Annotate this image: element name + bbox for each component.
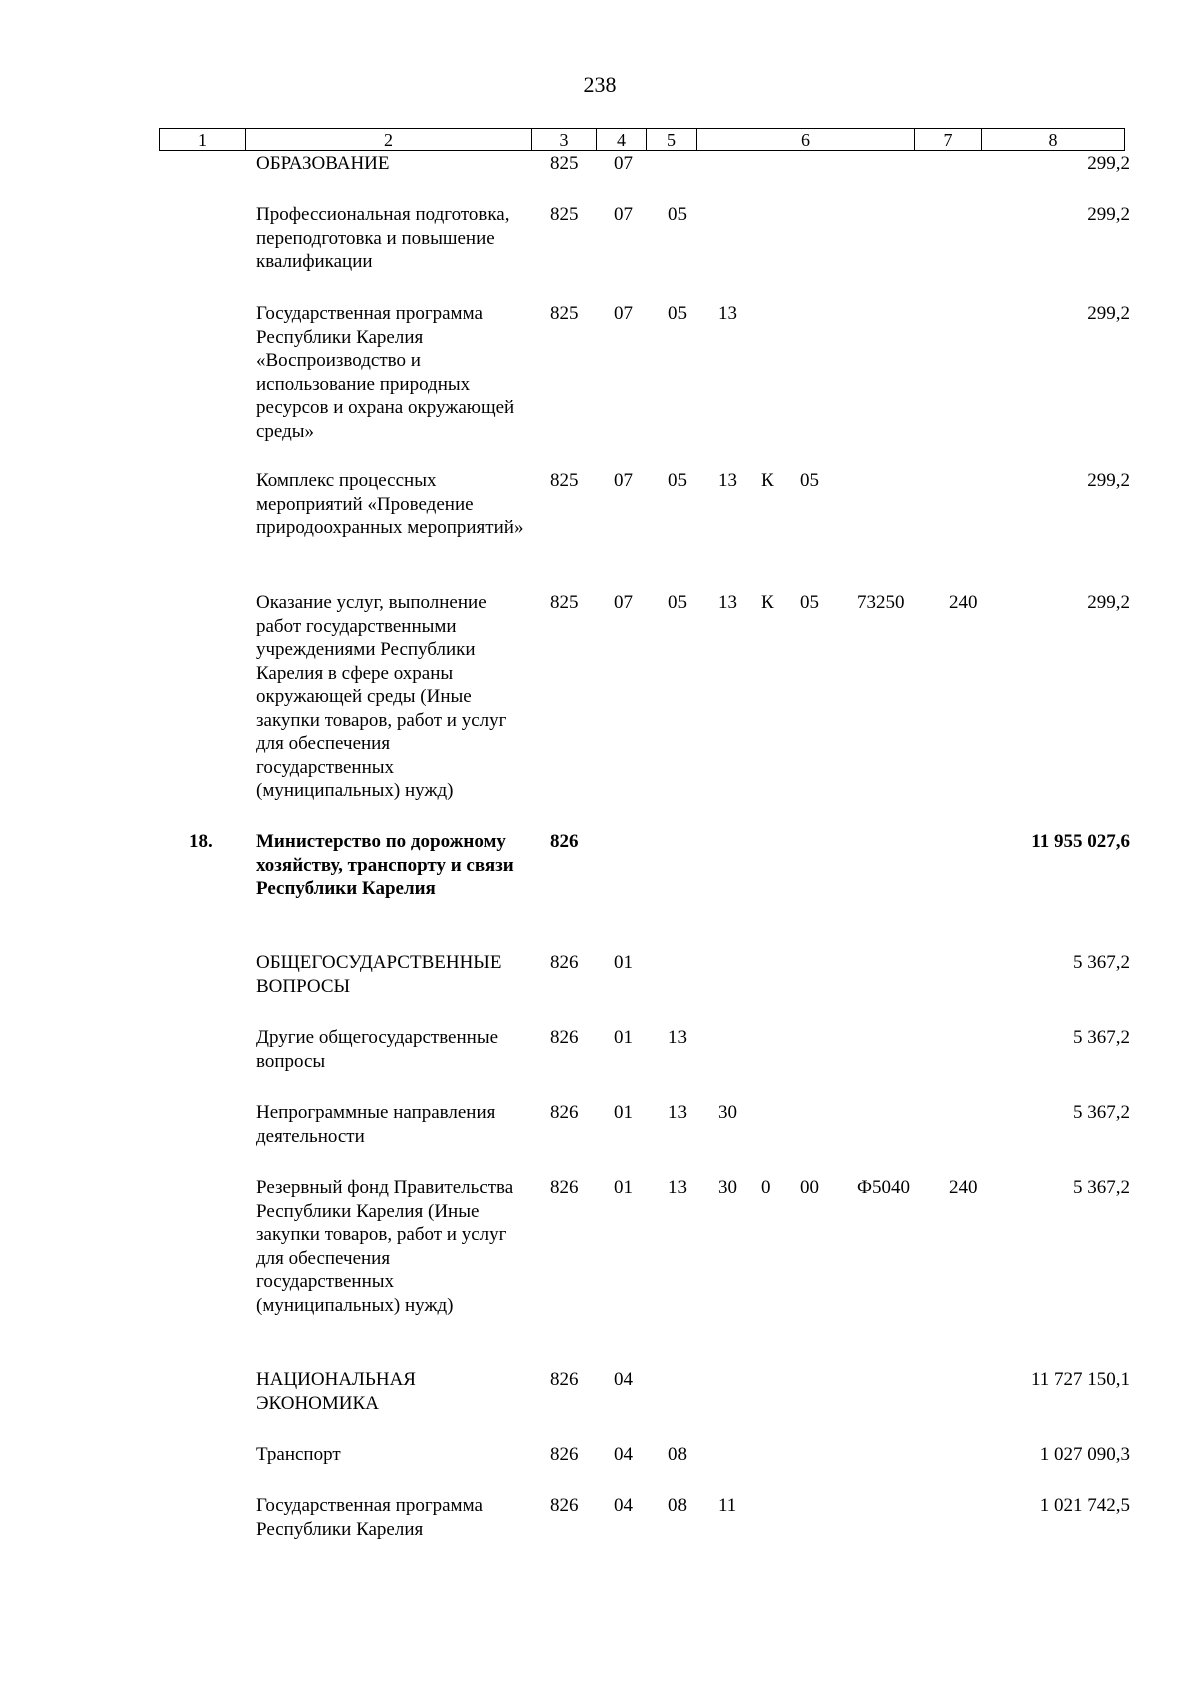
column-header-7: 7 [915,129,982,151]
row-name: Непрограммные направления деятельности [256,1102,496,1147]
code-ministry: 826 [550,1177,579,1198]
code-section: 07 [614,204,633,225]
row-number: 18. [189,831,213,852]
code-section: 04 [614,1444,633,1465]
row-name: Другие общегосударственные вопросы [256,1027,499,1072]
code-ministry: 826 [550,1102,579,1123]
row-sum: 1 027 090,3 [1039,1444,1130,1465]
row-name: НАЦИОНАЛЬНАЯ ЭКОНОМИКА [256,1369,416,1414]
code-section: 01 [614,952,633,973]
row-sum: 299,2 [1087,592,1130,613]
column-header-3: 3 [532,129,597,151]
code-section: 04 [614,1369,633,1390]
row-name: Государственная программа Республики Карелия [256,1495,483,1540]
row-name: Транспорт [256,1444,341,1465]
page-number: 238 [583,72,617,97]
code-subprogram: К [761,592,774,613]
code-program: 30 [718,1177,737,1198]
code-subsection: 05 [668,470,687,491]
code-event: 05 [800,592,819,613]
code-ministry: 826 [550,1027,579,1048]
code-direction: 73250 [857,592,905,613]
code-subsection: 13 [668,1027,687,1048]
code-ministry: 826 [550,831,579,852]
column-header-1: 1 [160,129,246,151]
code-ministry: 825 [550,204,579,225]
row-name: ОБЩЕГОСУДАРСТВЕННЫЕ ВОПРОСЫ [256,952,502,997]
row-sum: 5 367,2 [1073,1102,1130,1123]
code-subsection: 13 [668,1102,687,1123]
column-header-6: 6 [697,129,915,151]
code-subsection: 13 [668,1177,687,1198]
column-header-table [159,128,1125,151]
code-direction: Ф5040 [857,1177,911,1198]
code-program: 11 [718,1495,737,1516]
code-program: 13 [718,470,737,491]
row-name: Резервный фонд Правительства Республики Карелия (Иные закупки товаров, работ и услуг для обеспечения государственных (муниципальных) нужд) [256,1177,514,1316]
row-sum: 11 727 150,1 [1030,1369,1130,1390]
column-header-2: 2 [246,129,532,151]
code-expense-type: 240 [949,592,978,613]
code-ministry: 826 [550,1444,579,1465]
row-sum: 299,2 [1087,303,1130,324]
column-header-4: 4 [597,129,647,151]
code-subsection: 05 [668,592,687,613]
code-subsection: 08 [668,1495,687,1516]
code-ministry: 825 [550,592,579,613]
code-subsection: 05 [668,204,687,225]
code-ministry: 826 [550,1369,579,1390]
column-header-row [160,129,1125,151]
code-ministry: 826 [550,1495,579,1516]
code-program: 13 [718,592,737,613]
code-subprogram: К [761,470,774,491]
code-section: 01 [614,1177,633,1198]
column-header-8: 8 [982,129,1125,151]
code-section: 01 [614,1102,633,1123]
row-sum: 11 955 027,6 [1031,831,1130,852]
code-ministry: 825 [550,153,579,174]
code-event: 00 [800,1177,819,1198]
code-section: 07 [614,303,633,324]
code-section: 07 [614,592,633,613]
code-ministry: 825 [550,470,579,491]
code-section: 04 [614,1495,633,1516]
row-name: Оказание услуг, выполнение работ государственными учреждениями Республики Карелия в сфере охраны окружающей среды (Иные закупки товаров, работ и услуг для обеспечения государственных (муниципальных) нужд) [256,592,507,801]
row-sum: 5 367,2 [1073,952,1130,973]
row-sum: 5 367,2 [1073,1177,1130,1198]
row-sum: 299,2 [1087,470,1130,491]
code-section: 07 [614,153,633,174]
row-sum: 299,2 [1087,204,1130,225]
code-subsection: 05 [668,303,687,324]
row-name: Профессиональная подготовка, переподготовка и повышение квалификации [256,204,510,272]
column-header-5: 5 [647,129,697,151]
code-section: 01 [614,1027,633,1048]
code-program: 13 [718,303,737,324]
code-subprogram: 0 [761,1177,771,1198]
row-name: Комплекс процессных мероприятий «Проведение природоохранных мероприятий» [256,470,524,538]
row-name: Государственная программа Республики Карелия «Воспроизводство и использование природных ресурсов и охрана окружающей среды» [256,303,515,442]
row-name: ОБРАЗОВАНИЕ [256,153,390,174]
code-section: 07 [614,470,633,491]
code-event: 05 [800,470,819,491]
code-ministry: 825 [550,303,579,324]
code-ministry: 826 [550,952,579,973]
row-sum: 299,2 [1087,153,1130,174]
code-subsection: 08 [668,1444,687,1465]
row-sum: 5 367,2 [1073,1027,1130,1048]
code-expense-type: 240 [949,1177,978,1198]
row-name: Министерство по дорожному хозяйству, транспорту и связи Республики Карелия [256,831,514,899]
code-program: 30 [718,1102,737,1123]
row-sum: 1 021 742,5 [1039,1495,1130,1516]
